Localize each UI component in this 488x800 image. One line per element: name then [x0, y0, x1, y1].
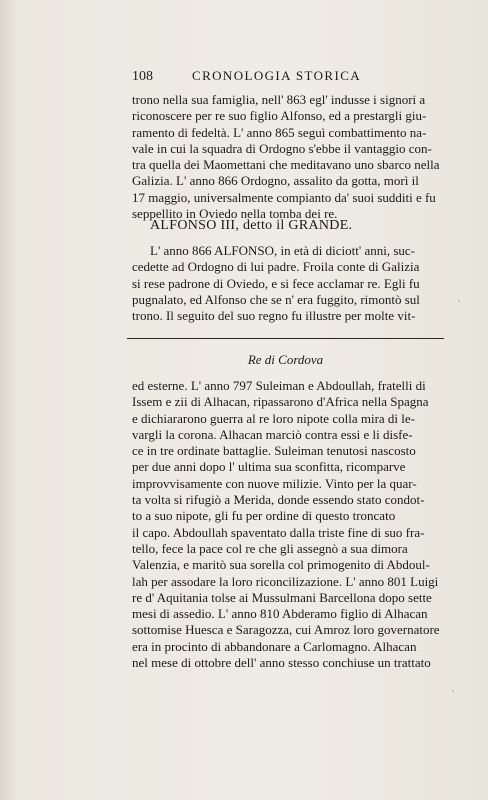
text-line: 17 maggio, universalmente compianto da' suoi sudditi e fu [132, 189, 436, 205]
text-line: pugnalato, ed Alfonso che se n' era fuggito, rimontò sul [132, 291, 420, 307]
text-line: ed esterne. L' anno 797 Suleiman e Abdoullah, fratelli di [132, 378, 426, 393]
text-line: to a suo nipote, gli fu per ordine di questo troncato [132, 508, 396, 524]
page-header [132, 68, 432, 85]
text-line: ce in tre ordinate battaglie. Suleiman tenutosi nascosto [132, 443, 416, 459]
text-line: lah per assodare la loro riconcilizazione. L' anno 801 Luigi [132, 573, 439, 589]
text-line: improvvisamente con nuove milizie. Vinto per la quar- [132, 475, 417, 491]
text-line: mesi di assedio. L' anno 810 Abderamo figlio di Alhacan [132, 606, 428, 622]
text-line: tra quella dei Maomettani che meditavano uno sbarco nella [132, 157, 440, 173]
text-line: ramento di fedeltà. L' anno 865 seguì combattimento na- [132, 124, 427, 140]
text-line: trono nella sua famiglia, nell' 863 egl' indusse i signori a [132, 92, 426, 107]
text-line: trono. Il seguito del suo regno fu illustre per molte vit- [132, 308, 416, 324]
top-paragraph [132, 92, 444, 222]
paper-spot [374, 182, 377, 185]
subsection-title: Re di Cordova [247, 352, 324, 367]
text-line: vale in cui la squadra di Ordogno s'ebbe il vantaggio con- [132, 140, 432, 156]
section-paragraph [132, 243, 444, 324]
text-line: tello, fece la pace col re che gli assegnò a sua dimora [132, 540, 408, 556]
text-line: nel mese di ottobre dell' anno stesso conchiuse un trattato [132, 655, 431, 671]
paper-spot [458, 300, 460, 302]
divider-rule [127, 338, 444, 339]
text-line: il capo. Abdoullah spaventato dalla triste fine di suo fra- [132, 524, 425, 540]
subsection-paragraph [132, 378, 444, 671]
text-line: re d' Aquitania tolse ai Mussulmani Barcellona dopo sette [132, 589, 432, 605]
text-line: L' anno 866 ALFONSO, in età di diciott' anni, suc- [150, 243, 416, 258]
page-number: 108 [132, 69, 153, 84]
text-line: ta volta si rifugiò a Merida, donde essendo stato condot- [132, 492, 425, 508]
text-line: vargli la corona. Alhacan marciò contra essi e li disfe- [132, 426, 413, 442]
section-heading: ALFONSO III, detto il GRANDE. [150, 218, 353, 233]
text-line: per due anni dopo l' ultima sua sconfitta, ricomparve [132, 459, 406, 475]
text-line: Galizia. L' anno 866 Ordogno, assalito da gotta, morì il [132, 173, 419, 189]
text-line: sottomise Huesca e Saragozza, cui Amroz loro governatore [132, 622, 440, 638]
text-line: si rese padrone di Oviedo, e si fece acclamar re. Egli fu [132, 275, 420, 291]
text-line: riconoscere per re suo figlio Alfonso, ed a prestargli giu- [132, 108, 427, 124]
text-line: Valenzia, e maritò sua sorella col primogenito di Abdoul- [132, 557, 430, 573]
text-line: seppellito in Oviedo nella tomba dei re. [132, 206, 338, 222]
paper-spot [452, 690, 454, 692]
text-line: e dichiararono guerra al re loro nipote colla mira di le- [132, 410, 415, 426]
running-title: CRONOLOGIA STORICA [192, 68, 362, 83]
text-line: era in procinto di abbandonare a Carlomagno. Alhacan [132, 638, 417, 654]
text-line: Issem e zii di Alhacan, ripassarono d'Africa nella Spagna [132, 394, 429, 410]
text-line: cedette ad Ordogno di lui padre. Froila conte di Galizia [132, 259, 420, 275]
